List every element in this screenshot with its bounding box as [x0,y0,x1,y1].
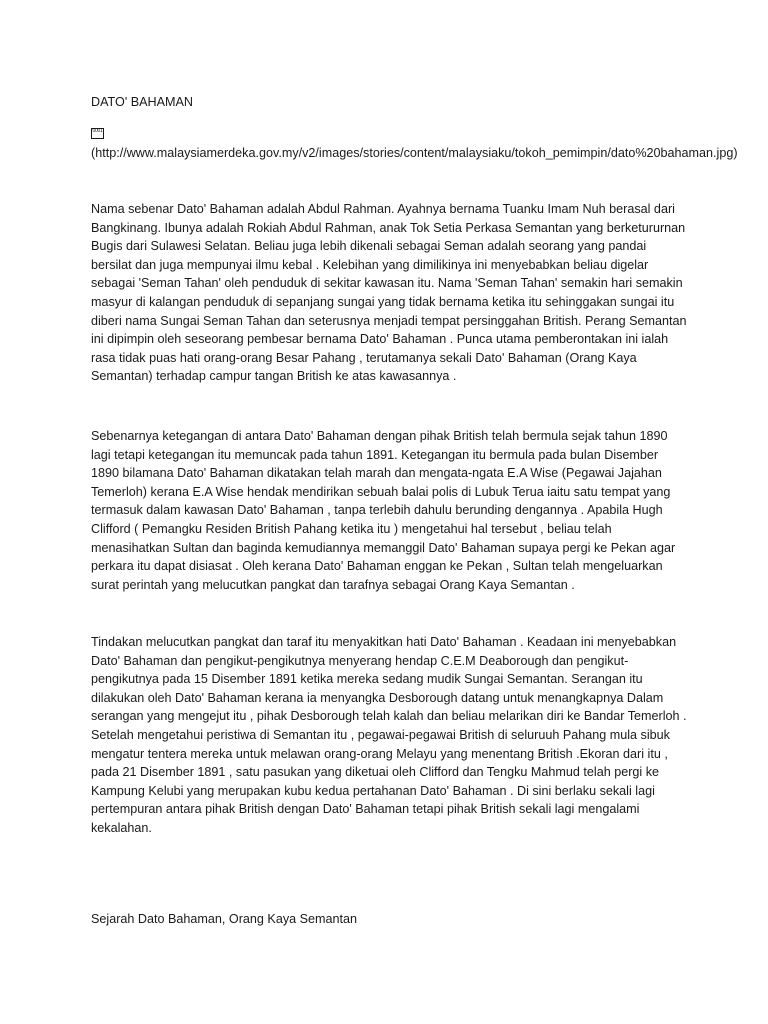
document-title: DATO' BAHAMAN [91,95,194,109]
paragraph-2: Sebenarnya ketegangan di antara Dato' Bahaman dengan pihak British telah bermula sejak tahun 1890 lagi tetapi ketegangan itu memuncak pada tahun 1891. Ketegangan itu bermula pada bulan Disember 1890 bilamana Dato' Bahaman dikatakan telah marah dan mengata-ngata E.A Wise (Pegawai Jajahan Temerloh) kerana E.A Wise hendak mendirikan sebuah balai polis di Lubuk Terua iaitu satu tempat yang termasuk dalam kawasan Dato' Bahaman , tanpa terlebih dahulu berunding dengannya . Apabila Hugh Clifford ( Pemangku Residen British Pahang ketika itu ) mengetahui hal tersebut , beliau telah menasihatkan Sultan dan baginda kemudiannya memanggil Dato' Bahaman supaya pergi ke Pekan agar perkara itu dapat disiasat . Oleh kerana Dato' Bahaman enggan ke Pekan , Sultan telah mengeluarkan surat perintah yang melucutkan pangkat dan tarafnya sebagai Orang Kaya Semantan . [91,429,676,592]
image-reference-url: (http://www.malaysiamerdeka.gov.my/v2/images/stories/content/malaysiaku/tokoh_pemimpin/dato%20bahaman.jpg) [91,145,738,160]
paragraph-3: Tindakan melucutkan pangkat dan taraf itu menyakitkan hati Dato' Bahaman . Keadaan ini menyebabkan Dato' Bahaman dan pengikut-pengikutnya menyerang hendap C.E.M Deaborough dan pengikut-pengikutnya pada 15 Disember 1891 ketika mereka sedang mudik Sungai Semantan. Serangan itu dilakukan oleh Dato' Bahaman kerana ia menyangka Desborough datang untuk menangkapnya Dalam serangan yang mengejut itu , pihak Desborough telah kalah dan beliau melarikan diri ke Bandar Temerloh . Setelah mengetahui peristiwa di Semantan itu , pegawai-pegawai British di seluruuh Pahang mula sibuk mengatur tentera mereka untuk melawan orang-orang Melayu yang menentang British .Ekoran dari itu , pada 21 Disember 1891 , satu pasukan yang diketuai oleh Clifford dan Tengku Mahmud telah pergi ke Kampung Kelubi yang merupakan kubu kedua pertahanan Dato' Bahaman . Di sini berlaku sekali lagi pertempuran antara pihak British dengan Dato' Bahaman tetapi pihak British sekali lagi mengalami kekalahan. [91,635,687,835]
image-reference [91,125,738,162]
paragraph-1: Nama sebenar Dato' Bahaman adalah Abdul Rahman. Ayahnya bernama Tuanku Imam Nuh berasal dari Bangkinang. Ibunya adalah Rokiah Abdul Rahman, anak Tok Setia Perkasa Semantan yang berketururnan Bugis dari Sulawesi Selatan. Beliau juga lebih dikenali sebagai Seman adalah seorang yang pandai bersilat dan juga mempunyai ilmu kebal . Kelebihan yang dimilikinya ini menyebabkan beliau digelar sebagai 'Seman Tahan' oleh penduduk di sekitar kawasan itu. Nama 'Seman Tahan' semakin hari semakin masyur di kalangan penduduk di sepanjang sungai yang tidak bernama ketika itu sehinggakan sungai itu diberi nama Sungai Seman Tahan dan seterusnya menjadi tempat persinggahan British. Perang Semantan ini dipimpin oleh seseorang pembesar bernama Dato' Bahaman . Punca utama pemberontakan ini ialah rasa tidak puas hati orang-orang Besar Pahang , terutamanya sekali Dato' Bahaman (Orang Kaya Semantan) terhadap campur tangan British ke atas kawasannya . [91,202,687,384]
missing-image-icon: 0001 [91,128,104,139]
closing-line: Sejarah Dato Bahaman, Orang Kaya Semantan [91,912,358,926]
